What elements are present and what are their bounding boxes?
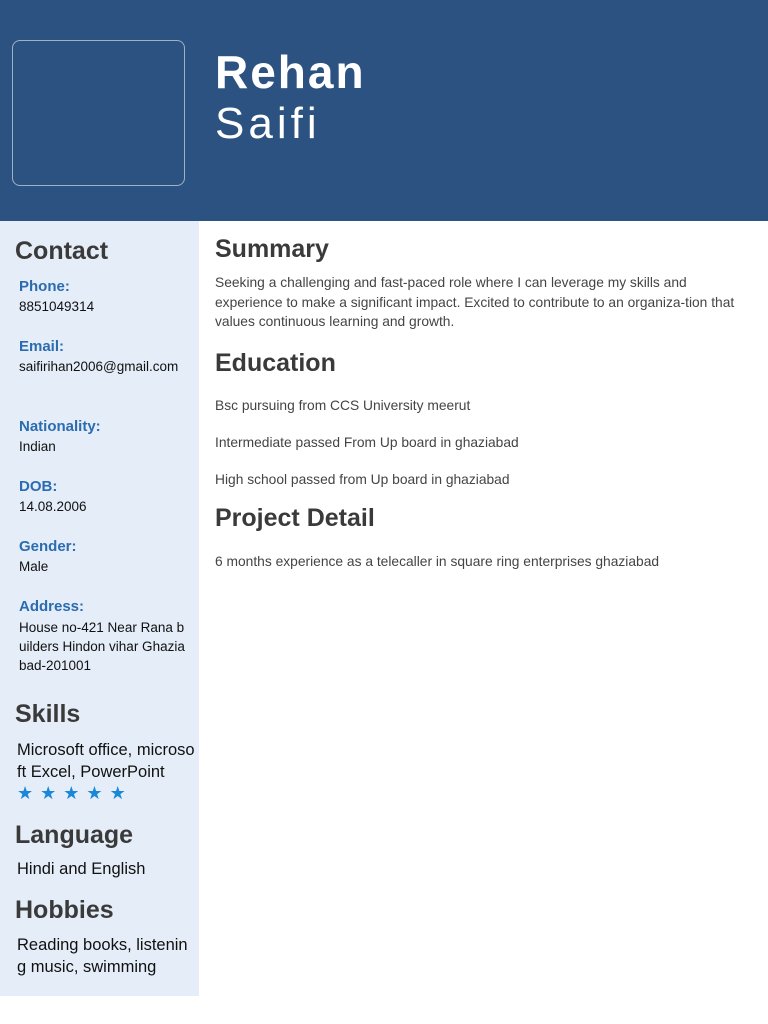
star-icon: ★	[109, 783, 126, 803]
hobbies-heading: Hobbies	[15, 896, 114, 924]
gender-label: Gender:	[19, 538, 77, 555]
education-item: Intermediate passed From Up board in ghaziabad	[215, 435, 519, 450]
email-value: saifirihan2006@gmail.com	[19, 359, 179, 374]
language-text: Hindi and English	[17, 860, 146, 878]
phone-value: 8851049314	[19, 299, 95, 314]
nationality-value: Indian	[19, 439, 56, 454]
skills-heading: Skills	[15, 700, 81, 728]
education-item: High school passed from Up board in ghaziabad	[215, 472, 510, 487]
education-heading: Education	[215, 349, 336, 377]
star-icon: ★	[86, 783, 103, 803]
resume-header	[0, 0, 768, 221]
nationality-label: Nationality:	[19, 418, 101, 435]
star-icon: ★	[63, 783, 80, 803]
language-heading: Language	[15, 821, 134, 849]
star-icon: ★	[40, 783, 57, 803]
contact-heading: Contact	[15, 237, 109, 265]
education-item: Bsc pursuing from CCS University meerut	[215, 398, 471, 413]
skills-text: Microsoft office, microsoft Excel, PowerPoint	[17, 741, 195, 781]
dob-value: 14.08.2006	[19, 499, 87, 514]
project-text: 6 months experience as a telecaller in square ring enterprises ghaziabad	[215, 554, 660, 569]
first-name: Rehan	[215, 46, 366, 98]
phone-label: Phone:	[19, 278, 70, 295]
profile-photo-frame	[12, 40, 185, 186]
skills-rating	[17, 782, 126, 804]
address-label: Address:	[19, 598, 85, 615]
hobbies-text: Reading books, listening music, swimming	[17, 936, 188, 976]
email-label: Email:	[19, 338, 65, 355]
star-icon: ★	[17, 783, 34, 803]
address-value: House no-421 Near Rana builders Hindon vihar Ghaziabad-201001	[19, 620, 185, 673]
summary-heading: Summary	[215, 235, 329, 263]
project-heading: Project Detail	[215, 504, 375, 532]
summary-text: Seeking a challenging and fast-paced role where I can leverage my skills and experience to make a significant impact. Excited to contribute to an organiza-tion that values continuous learning and growth.	[215, 275, 735, 329]
gender-value: Male	[19, 559, 49, 574]
dob-label: DOB:	[19, 478, 58, 495]
last-name: Saifi	[215, 99, 321, 148]
